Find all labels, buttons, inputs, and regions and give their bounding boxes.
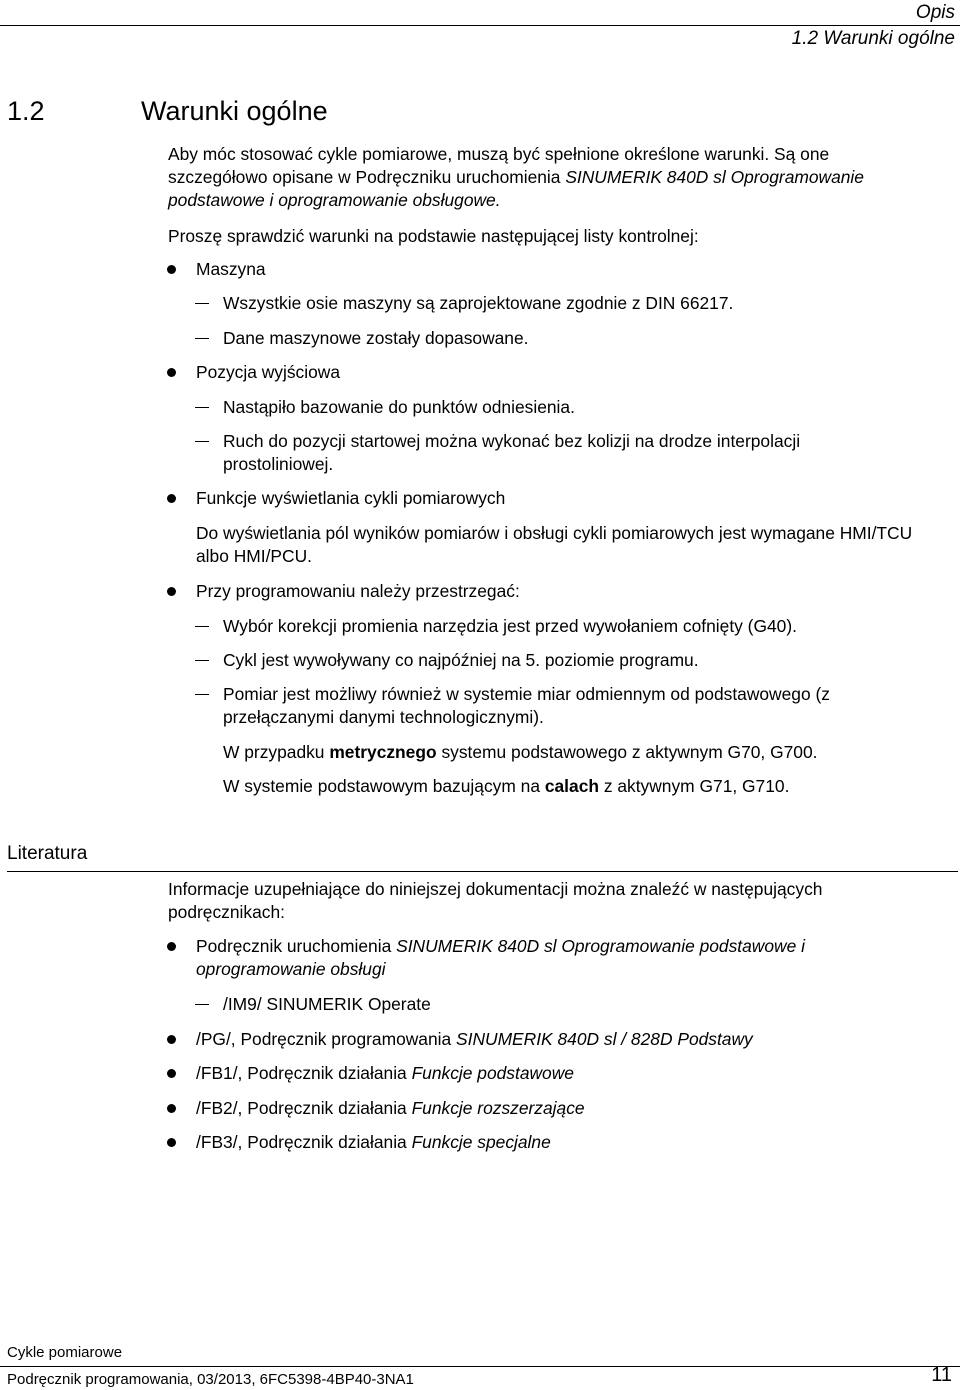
- bullet-title: Przy programowaniu należy przestrzegać:: [196, 581, 520, 601]
- bullet-dot: [167, 368, 176, 377]
- dash-mark: [195, 626, 209, 627]
- intro-paragraph: [168, 143, 948, 212]
- intro-line-3: podstawowe i oprogramowanie obsługowe.: [168, 190, 501, 210]
- dash-mark: [195, 338, 209, 339]
- section-number: 1.2: [7, 96, 45, 126]
- section-heading: [7, 96, 328, 127]
- bullet-title: Maszyna: [196, 259, 266, 279]
- intro-line-1: Aby móc stosować cykle pomiarowe, muszą być spełnione określone warunki. Są one: [168, 144, 830, 164]
- bullet-title: Funkcje wyświetlania cykli pomiarowych: [196, 488, 506, 508]
- literature-title: Literatura: [7, 843, 88, 864]
- intro-line-2: szczegółowo opisane w Podręczniku uruchomienia SINUMERIK 840D sl Oprogramowanie: [168, 167, 864, 187]
- bullet-dot: [167, 494, 176, 503]
- dash-mark: [195, 407, 209, 408]
- page-number: 11: [931, 1364, 952, 1386]
- header-section: 1.2 Warunki ogólne: [791, 28, 955, 49]
- bullet-dot: [167, 942, 176, 951]
- bullet-dot: [167, 1104, 176, 1113]
- footer-rule: [0, 1366, 960, 1367]
- bullet-dot: [167, 587, 176, 596]
- header-chapter: Opis: [915, 2, 955, 23]
- dash-mark: [195, 303, 209, 304]
- dash-mark: [195, 660, 209, 661]
- literature-intro: Informacje uzupełniające do niniejszej dokumentacji można znaleźć w następujących podręcznikach:: [168, 879, 823, 922]
- section-title: Warunki ogólne: [141, 96, 328, 126]
- bullet-title: Pozycja wyjściowa: [196, 362, 340, 382]
- bullet-dot: [167, 1069, 176, 1078]
- bullet-dot: [167, 265, 176, 274]
- dash-mark: [195, 441, 209, 442]
- footer-title: Cykle pomiarowe: [7, 1344, 123, 1361]
- checklist-intro: Proszę sprawdzić warunki na podstawie następującej listy kontrolnej:: [168, 226, 699, 246]
- dash-mark: [195, 694, 209, 695]
- literature-rule: [7, 871, 958, 872]
- bullet-dot: [167, 1138, 176, 1147]
- header-rule: [0, 25, 960, 26]
- dash-mark: [195, 1004, 209, 1005]
- footer-doc: Podręcznik programowania, 03/2013, 6FC5398-4BP40-3NA1: [7, 1371, 414, 1388]
- bullet-dot: [167, 1035, 176, 1044]
